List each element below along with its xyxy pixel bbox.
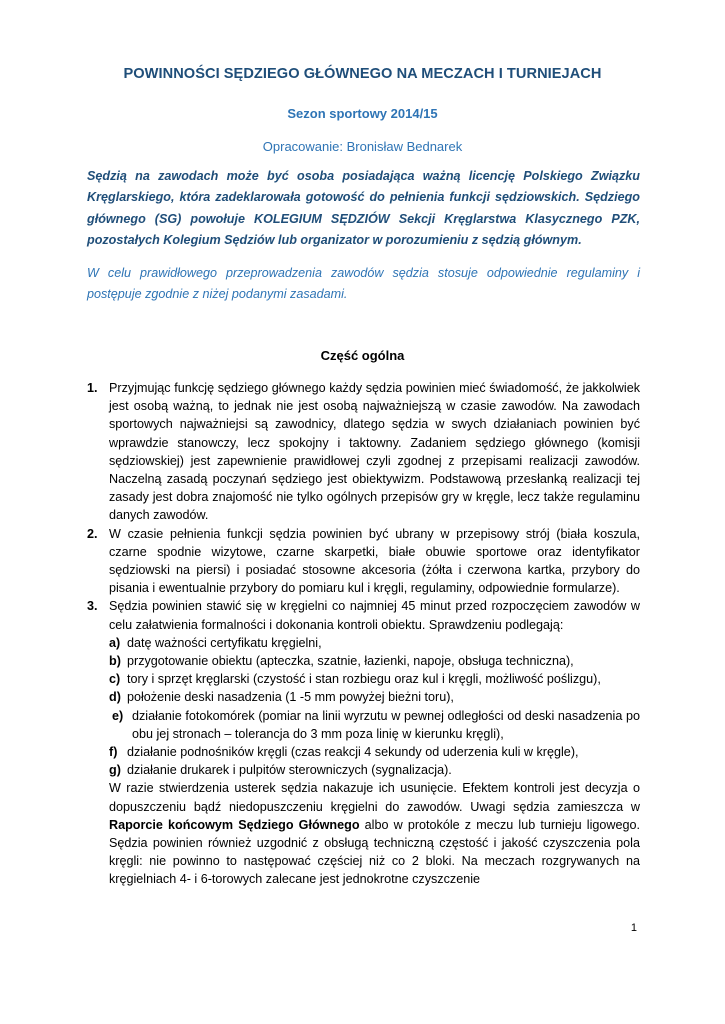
subitem-text: działanie drukarek i pulpitów sterowniczych (sygnalizacja). bbox=[127, 763, 452, 778]
season-subtitle: Sezon sportowy 2014/15 bbox=[287, 106, 438, 121]
subitem-letter: d) bbox=[109, 690, 121, 705]
subitem-letter: a) bbox=[109, 635, 121, 650]
subitem-text: działanie podnośników kręgli (czas reakcji 4 sekundy od uderzenia kuli w kręgle), bbox=[127, 745, 579, 760]
subitem-a bbox=[109, 634, 640, 652]
subitem-b bbox=[109, 652, 640, 670]
numbered-list bbox=[87, 379, 640, 889]
subitem-letter: b) bbox=[109, 654, 121, 669]
list-item-2 bbox=[87, 525, 640, 598]
item-number: 2. bbox=[87, 526, 98, 541]
subitem-text: tory i sprzęt kręglarski (czystość i stan rozbiegu oraz kul i kręgli, możliwość poślizgu), bbox=[127, 672, 601, 687]
list-item-3 bbox=[87, 597, 640, 888]
author-line: Opracowanie: Bronisław Bednarek bbox=[262, 139, 463, 154]
subitem-letter: g) bbox=[109, 763, 121, 778]
intro-paragraph: Sędzią na zawodach może być osoba posiadająca ważną licencję Polskiego Związku Kręglarskiego, która zadeklarowała gotowość do pełnienia funkcji sędziowskich. Sędziego głównego (SG) powołuje KOLEGIUM SĘDZIÓW Sekcji Kręglarstwa Klasycznego PZK, pozostałych Kolegium Sędziów lub organizator w porozumieniu z sędzią głównym. bbox=[87, 169, 640, 247]
subitem-text: datę ważności certyfikatu kręgielni, bbox=[127, 635, 322, 650]
document-title: POWINNOŚCI SĘDZIEGO GŁÓWNEGO NA MECZACH I TURNIEJACH bbox=[123, 66, 602, 82]
item-number: 3. bbox=[87, 599, 98, 614]
subitem-text: działanie fotokomórek (pomiar na linii wyrzutu w pewnej odległości od deski nasadzenia po obu jej stronach – tolerancja do 3 mm poza linię w kierunku kręgli), bbox=[132, 708, 640, 741]
closing-text-start: W razie stwierdzenia usterek sędzia nakazuje ich usunięcie. Efektem kontroli jest decyzja o dopuszczeniu bądź niedopuszczeniu kręgielni do zawodów. Uwagi sędzia zamieszcza w bbox=[109, 781, 640, 814]
item-text: Przyjmując funkcję sędziego głównego każdy sędzia powinien mieć świadomość, że jakkolwiek jest osobą ważną, to jednak nie jest osobą najważniejszą w czasie zawodów. Na zawodach sportowych najważniejsi są zawodnicy, dlatego sędzia w swych działaniach powinien być wprawdzie stanowczy, lecz spokojny i taktowny. Zadaniem sędziego głównego (komisji sędziowskiej) jest zapewnienie prawidłowej czyli zgodnej z przepisami realizacji zawodów. Naczelną zasadą poczynań sędziego jest obiektywizm. Podstawową przesłanką realizacji tej zasady jest dobra znajomość nie tylko ogólnych przepisów gry w kręgle, lecz także regulaminu danych zawodów. bbox=[109, 381, 640, 523]
page-number: 1 bbox=[630, 922, 637, 934]
section-title: Część ogólna bbox=[320, 348, 405, 363]
item-text: Sędzia powinien stawić się w kręgielni co najmniej 45 minut przed rozpoczęciem zawodów w celu załatwienia formalności i dokonania kontroli obiektu. Sprawdzeniu podlegają: bbox=[109, 599, 640, 632]
subitem-f bbox=[109, 743, 640, 761]
subitem-e bbox=[112, 707, 640, 743]
intro-paragraph-2: W celu prawidłowego przeprowadzenia zawodów sędzia stosuje odpowiednie regulaminy i postępuje zgodnie z niżej podanymi zasadami. bbox=[87, 266, 640, 302]
subitem-letter: e) bbox=[112, 708, 124, 723]
closing-text-end: albo w protokóle z meczu lub turnieju ligowego. Sędzia powinien również uzgodnić z obsługą techniczną częstość i jakość czyszczenia pola kręgli: nie powinno to następować częściej niż co 2 bloki. Na meczach rozgrywanych na kręgielniach 4- i 6-torowych zalecane jest jednokrotne czyszczenie bbox=[109, 817, 641, 887]
subitem-c bbox=[109, 670, 640, 688]
item-text: W czasie pełnienia funkcji sędzia powinien być ubrany w przepisowy strój (biała koszula, czarne spodnie wizytowe, czarne skarpetki, białe obuwie sportowe oraz identyfikator sędziowski na piersi) i posiadać stosowne akcesoria (żółta i czerwona kartka, przybory do pisania i ewentualnie przybory do pomiaru kul i kręgli, regulaminy, odpowiednie formularze). bbox=[109, 526, 640, 596]
subitem-text: przygotowanie obiektu (apteczka, szatnie, łazienki, napoje, obsługa techniczna), bbox=[127, 654, 574, 669]
item-closing-paragraph bbox=[109, 779, 640, 888]
subitem-letter: f) bbox=[109, 745, 118, 760]
list-item-1 bbox=[87, 379, 640, 525]
subitem-text: położenie deski nasadzenia (1 -5 mm powyżej bieżni toru), bbox=[127, 690, 454, 705]
item-number: 1. bbox=[87, 381, 98, 395]
subitem-g bbox=[109, 761, 640, 779]
subitem-d bbox=[109, 688, 640, 706]
report-name-bold: Raporcie końcowym Sędziego Głównego bbox=[109, 817, 360, 832]
subitem-letter: c) bbox=[109, 672, 121, 687]
